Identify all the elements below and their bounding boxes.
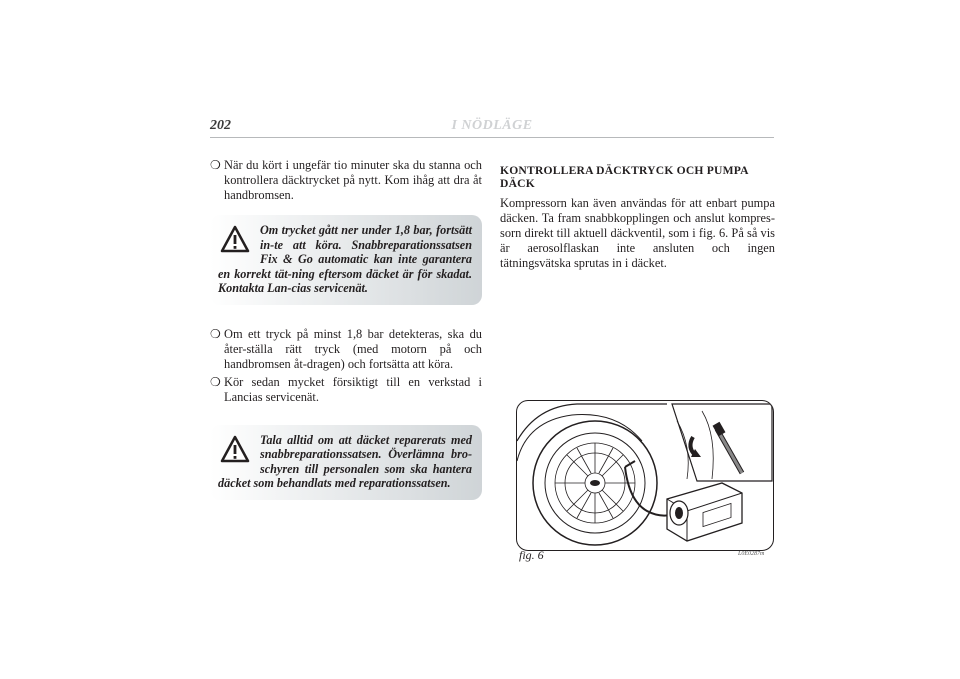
bullet-text: Kör sedan mycket försiktigt till en verkstad i Lancias servicenät. xyxy=(224,374,482,404)
chapter-title: I NÖDLÄGE xyxy=(451,118,533,133)
warning-text: Tala alltid om att däcket reparerats med snabbreparationssatsen. Överlämna bro-schyren till personalen som ska hantera däcket som behandlats med reparationssatsen. xyxy=(218,432,472,490)
circle-bullet-icon: ❍ xyxy=(210,374,221,389)
warning-triangle-icon xyxy=(220,435,250,463)
circle-bullet-icon: ❍ xyxy=(210,326,221,341)
section-paragraph: Kompressorn kan även användas för att enbart pumpa däcken. Ta fram snabbkopplingen och anslut kompres-sorn direkt till aktuell däckventil, som i fig. 6. På så vis är aerosolflaskan inte ansluten och ingen tätningsvätska sprutas in i däcket. xyxy=(500,196,775,270)
page-number: 202 xyxy=(210,118,231,133)
bullet-item-drive-to-service xyxy=(210,375,482,405)
bullet-item-restore-pressure xyxy=(210,327,482,372)
figure-caption: fig. 6 xyxy=(519,548,544,562)
warning-box-pressure xyxy=(210,215,482,305)
warning-box-inform-staff xyxy=(210,425,482,500)
bullet-text: När du kört i ungefär tio minuter ska du stanna och kontrollera däcktrycket på nytt. Kom ihåg att dra åt handbromsen. xyxy=(224,158,482,202)
warning-triangle-icon xyxy=(220,225,250,253)
figure-compressor-tyre xyxy=(516,400,774,551)
tyre-compressor-illustration xyxy=(517,401,773,550)
section-heading: KONTROLLERA DÄCKTRYCK OCH PUMPA DÄCK xyxy=(500,164,749,190)
left-column xyxy=(210,158,482,500)
right-column xyxy=(500,158,775,271)
bullet-text: Om ett tryck på minst 1,8 bar detekteras, ska du åter-ställa rätt tryck (med motorn på och handbromsen åt-dragen) och fortsätta att köra. xyxy=(224,326,482,371)
figure-code: L0E0287m xyxy=(738,551,765,557)
circle-bullet-icon: ❍ xyxy=(210,158,221,172)
header-rule xyxy=(210,137,774,138)
bullet-item-stop-check xyxy=(210,158,482,203)
warning-text: Om trycket gått ner under 1,8 bar, fortsätt in-te att köra. Snabbreparationssatsen Fix & Go automatic kan inte garantera en korrekt tät-ning eftersom däcket är för skadat. Kontakta Lan-cias servicenät. xyxy=(218,223,472,295)
